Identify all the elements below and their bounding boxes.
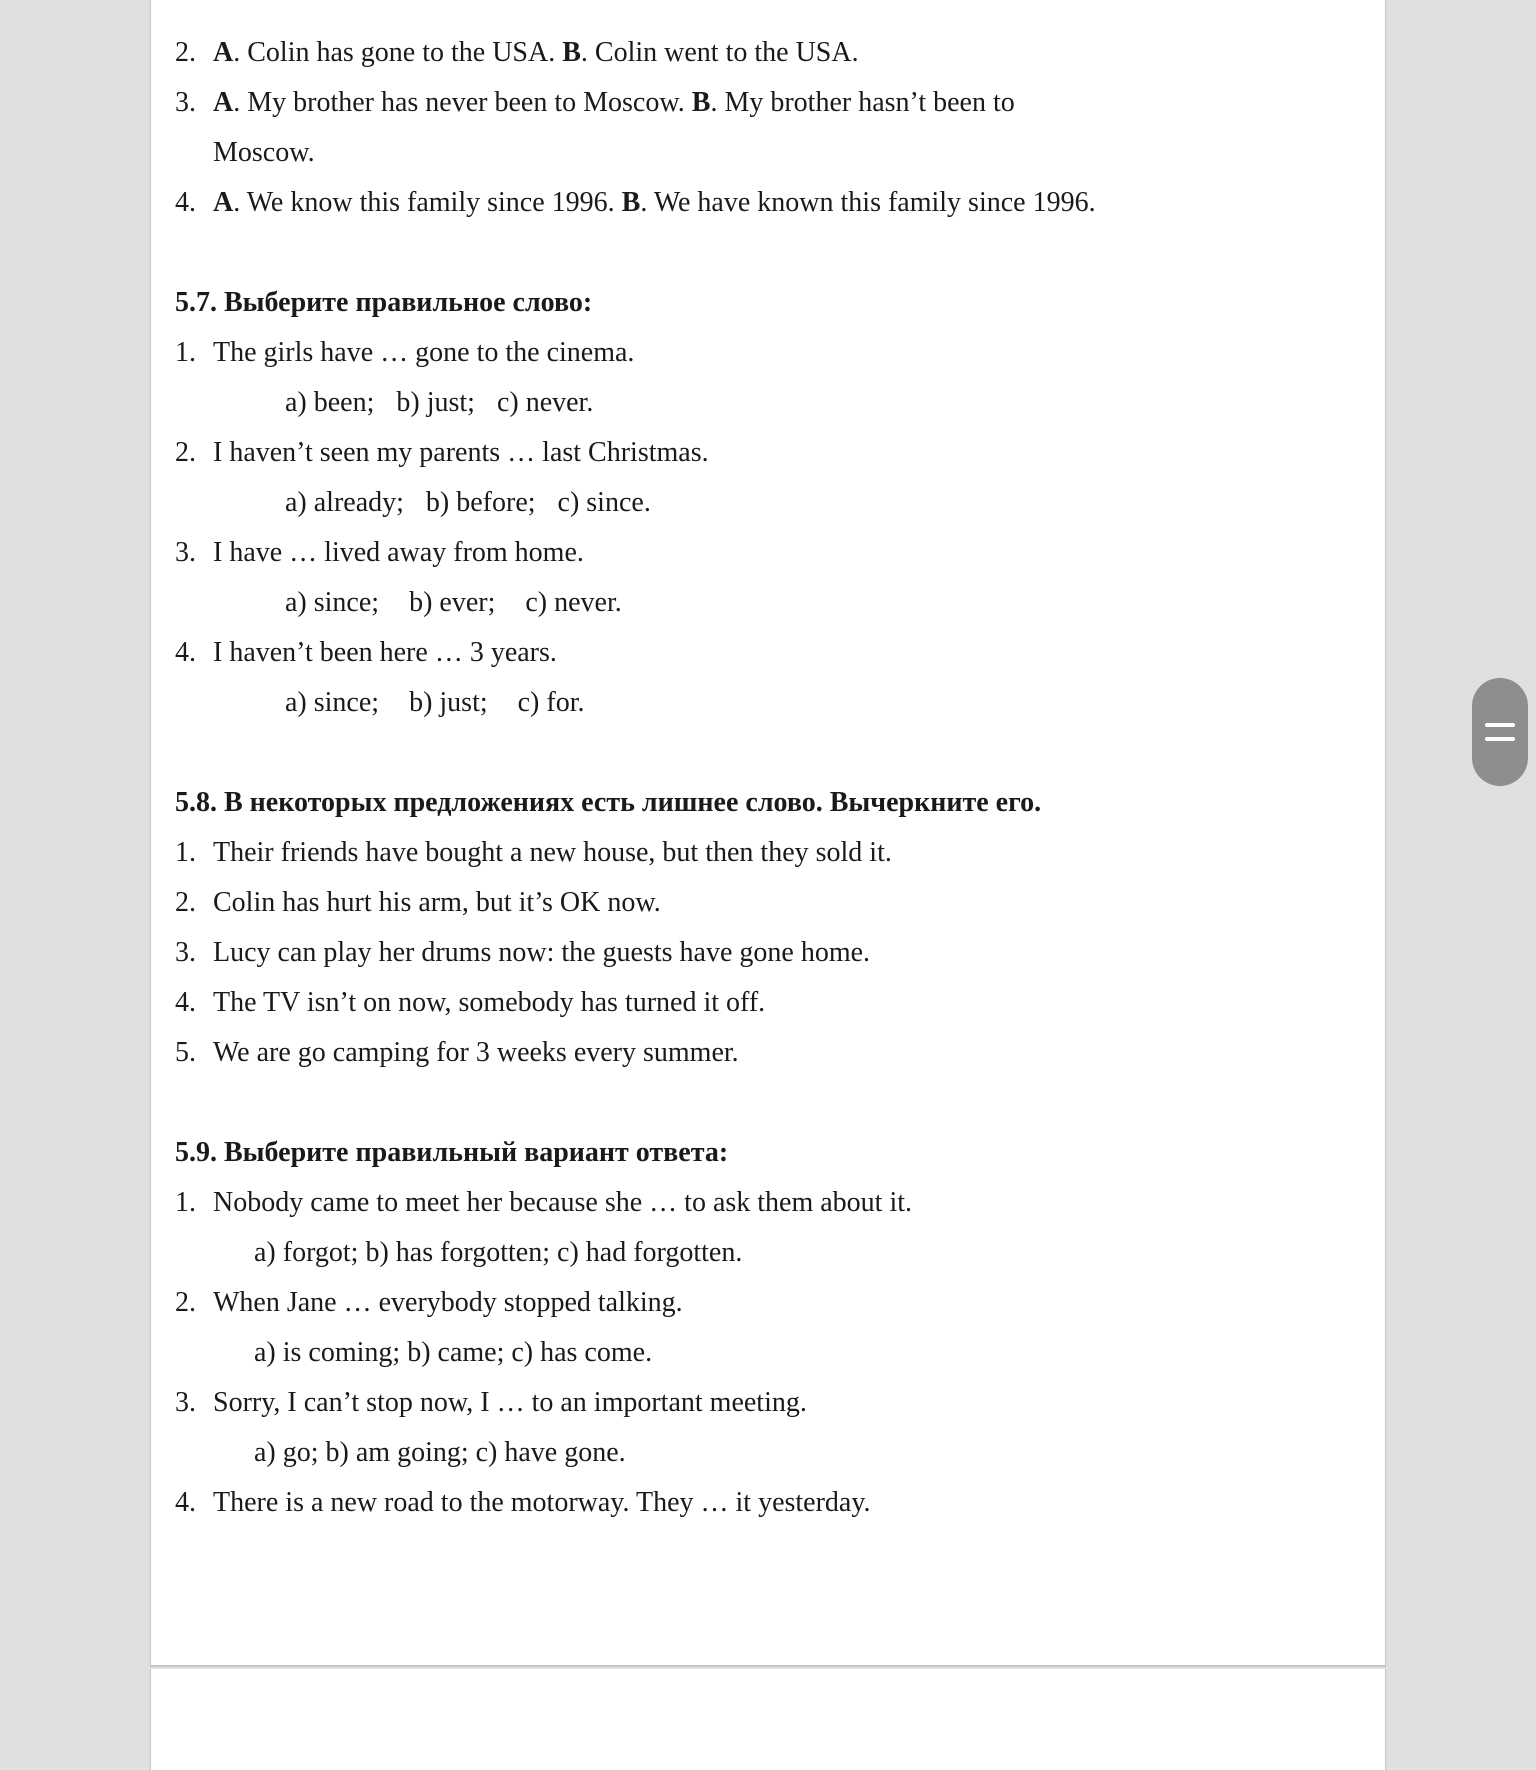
item-number: 3. (175, 87, 196, 118)
item-number: 4. (175, 187, 196, 218)
item-text: Nobody came to meet her because she … to ask them about it. (213, 1187, 913, 1218)
s57-item-4 (175, 628, 1175, 678)
item-number: 4. (175, 1487, 196, 1518)
prev-item-4 (175, 178, 1175, 228)
s58-item-3 (175, 928, 1175, 978)
s58-item-1 (175, 828, 1175, 878)
item-text: We are go camping for 3 weeks every summer. (213, 1037, 739, 1068)
options: a) is coming; b) came; c) has come. (254, 1337, 653, 1368)
section-gap (175, 728, 1175, 778)
item-text: When Jane … everybody stopped talking. (213, 1287, 683, 1318)
option-c: c) since. (557, 487, 651, 518)
item-text: I haven’t been here … 3 years. (213, 637, 557, 668)
item-text: I have … lived away from home. (213, 537, 584, 568)
item-text-continuation: Moscow. (213, 137, 315, 168)
s57-item-1-options (175, 378, 1175, 428)
item-number: 2. (175, 37, 196, 68)
options: a) go; b) am going; c) have gone. (254, 1437, 626, 1468)
s57-item-2-options (175, 478, 1175, 528)
item-text (213, 78, 1015, 128)
item-number: 1. (175, 837, 196, 868)
item-text: Sorry, I can’t stop now, I … to an important meeting. (213, 1387, 807, 1418)
option-a: a) already; (285, 487, 404, 518)
item-number: 5. (175, 1037, 196, 1068)
option-b-label: B (621, 187, 641, 218)
section-gap (175, 1078, 1175, 1128)
s58-item-4 (175, 978, 1175, 1028)
item-number: 4. (175, 637, 196, 668)
s58-item-5 (175, 1028, 1175, 1078)
scroll-handle[interactable] (1472, 678, 1528, 786)
item-number: 2. (175, 887, 196, 918)
prev-item-3-continuation (175, 128, 1175, 178)
item-text: Their friends have bought a new house, but then they sold it. (213, 837, 892, 868)
option-b: b) just; (409, 687, 488, 718)
item-number: 4. (175, 987, 196, 1018)
item-number: 2. (175, 437, 196, 468)
item-text: Colin has hurt his arm, but it’s OK now. (213, 887, 661, 918)
item-number: 3. (175, 937, 196, 968)
option-c: c) for. (517, 687, 585, 718)
section-5-8-title: 5.8. В некоторых предложениях есть лишнее слово. Вычеркните его. (175, 787, 1042, 818)
option-b: b) ever; (409, 587, 496, 618)
section-5-9-title: 5.9. Выберите правильный вариант ответа: (175, 1137, 729, 1168)
options: a) forgot; b) has forgotten; c) had forgotten. (254, 1237, 743, 1268)
item-text: The TV isn’t on now, somebody has turned it off. (213, 987, 766, 1018)
option-a-text: . My brother has never been to Moscow. (233, 87, 692, 118)
options (285, 578, 622, 628)
s59-item-2 (175, 1278, 1175, 1328)
option-a-label: A (213, 87, 234, 118)
prev-item-2 (175, 28, 1175, 78)
s57-item-3 (175, 528, 1175, 578)
item-number: 1. (175, 1187, 196, 1218)
item-text: There is a new road to the motorway. They … it yesterday. (213, 1487, 871, 1518)
s59-item-3-options (175, 1428, 1175, 1478)
option-b-label: B (691, 87, 711, 118)
option-b-label: B (562, 37, 581, 68)
item-text: Lucy can play her drums now: the guests have gone home. (213, 937, 871, 968)
item-text: I haven’t seen my parents … last Christmas. (213, 437, 709, 468)
item-number: 3. (175, 537, 196, 568)
option-b: b) just; (396, 387, 475, 418)
option-b-text: . We have known this family since 1996. (640, 187, 1096, 218)
s58-item-2 (175, 878, 1175, 928)
s57-item-3-options (175, 578, 1175, 628)
option-a-text: . Colin has gone to the USA. (233, 37, 563, 68)
document-content (175, 28, 1175, 1528)
options (285, 478, 651, 528)
item-number: 1. (175, 337, 196, 368)
option-c: c) never. (525, 587, 622, 618)
section-gap (175, 228, 1175, 278)
item-text: The girls have … gone to the cinema. (213, 337, 635, 368)
option-a: a) since; (285, 687, 380, 718)
item-text (213, 178, 1096, 228)
s59-item-1-options (175, 1228, 1175, 1278)
options (285, 378, 593, 428)
option-a: a) been; (285, 387, 375, 418)
option-b: b) before; (425, 487, 536, 518)
s59-item-3 (175, 1378, 1175, 1428)
option-a: a) since; (285, 587, 380, 618)
s59-item-4 (175, 1478, 1175, 1528)
section-5-7-title: 5.7. Выберите правильное слово: (175, 287, 593, 318)
option-b-text: . Colin went to the USA. (580, 37, 859, 68)
item-number: 2. (175, 1287, 196, 1318)
option-c: c) never. (496, 387, 594, 418)
option-a-label: A (213, 37, 234, 68)
item-text (213, 28, 859, 78)
option-b-text: . My brother hasn’t been to (710, 87, 1015, 118)
item-number: 3. (175, 1387, 196, 1418)
s57-item-4-options (175, 678, 1175, 728)
s59-item-2-options (175, 1328, 1175, 1378)
s57-item-2 (175, 428, 1175, 478)
prev-item-3 (175, 78, 1175, 128)
s59-item-1 (175, 1178, 1175, 1228)
options (285, 678, 584, 728)
option-a-text: . We know this family since 1996. (233, 187, 622, 218)
next-document-page (150, 1669, 1386, 1770)
option-a-label: A (213, 187, 234, 218)
s57-item-1 (175, 328, 1175, 378)
